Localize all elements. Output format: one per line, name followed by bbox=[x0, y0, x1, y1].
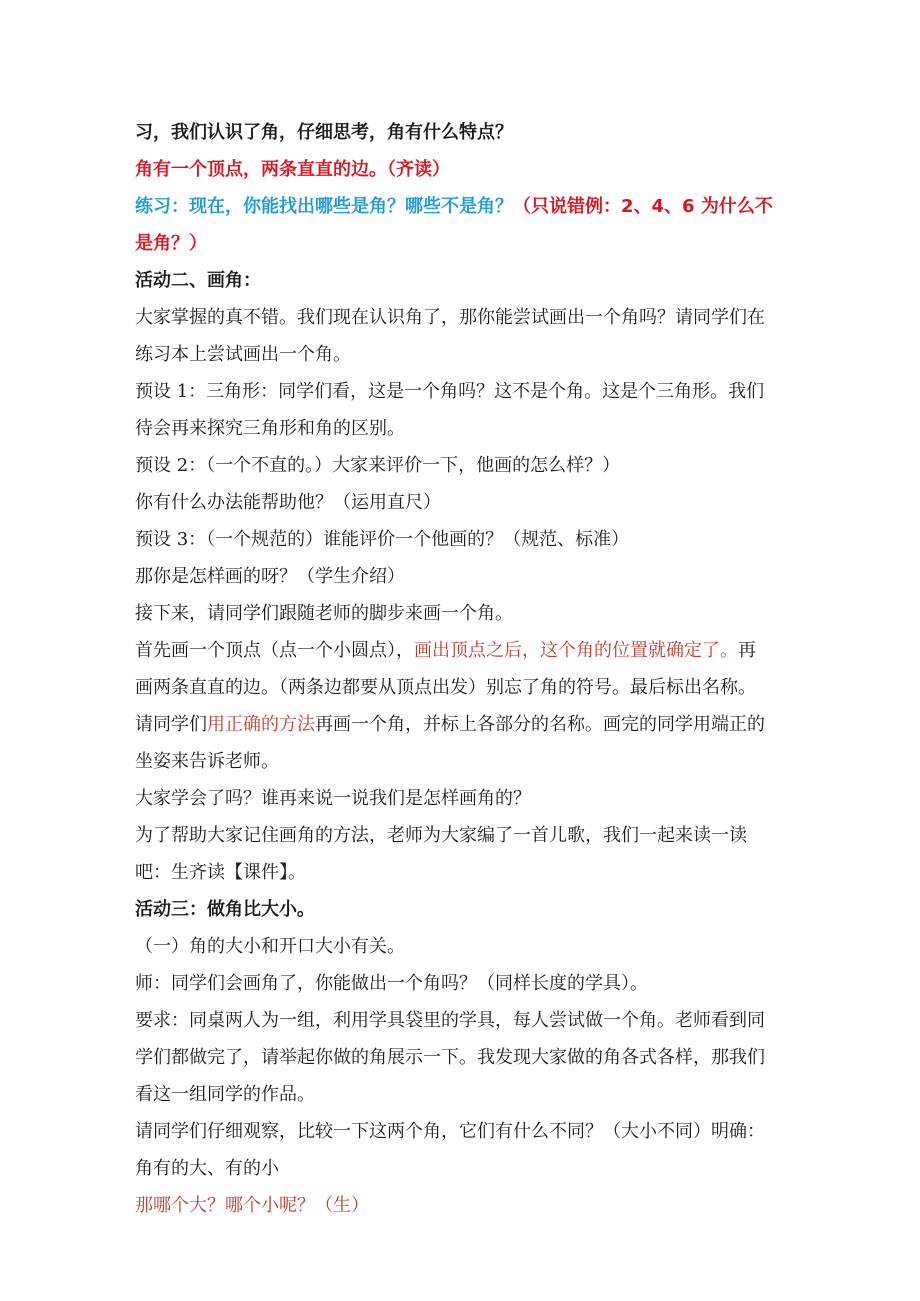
paragraph-line: 请同学们仔细观察，比较一下这两个角，它们有什么不同？（大小不同）明确： bbox=[135, 1121, 765, 1142]
paragraph-line: 接下来，请同学们跟随老师的脚步来画一个角。 bbox=[135, 603, 513, 624]
paragraph-line: 学们都做完了，请举起你做的角展示一下。我发现大家做的角各式各样，那我们 bbox=[135, 1047, 765, 1068]
paragraph-line-mixed bbox=[135, 632, 795, 669]
paragraph-line: 大家掌握的真不错。我们现在认识角了，那你能尝试画出一个角吗？请同学们在 bbox=[135, 307, 765, 328]
text-segment: 请同学们 bbox=[135, 714, 207, 735]
document-body bbox=[135, 114, 795, 1224]
text-segment: 再画一个角，并标上各部分的名称。画完的同学用端正的 bbox=[315, 714, 765, 735]
paragraph-line: 那你是怎样画的呀？（学生介绍） bbox=[135, 566, 405, 587]
paragraph-line: 练习本上尝试画出一个角。 bbox=[135, 344, 351, 365]
text-segment: 首先画一个顶点（点一个小圆点）， bbox=[135, 640, 414, 661]
paragraph-line: 坐姿来告诉老师。 bbox=[135, 751, 279, 772]
subheading-angle-size: （一）角的大小和开口大小有关。 bbox=[135, 936, 405, 957]
paragraph-answer-red: 角有一个顶点，两条直直的边。（齐读） bbox=[135, 159, 450, 180]
paragraph-line: 吧：生齐读【课件】。 bbox=[135, 862, 306, 883]
paragraph-line: 你有什么办法能帮助他？（运用直尺） bbox=[135, 492, 441, 513]
paragraph-line: 预设 3：（一个规范的）谁能评价一个他画的？（规范、标准） bbox=[135, 529, 630, 550]
paragraph-line: 大家学会了吗？谁再来说一说我们是怎样画角的？ bbox=[135, 788, 531, 809]
paragraph-exercise bbox=[135, 188, 795, 225]
paragraph-line: 看这一组同学的作品。 bbox=[135, 1084, 315, 1105]
exercise-note-red: （只说错例：2、4、6 为什么不 bbox=[513, 196, 773, 217]
paragraph-line: 要求：同桌两人为一组，利用学具袋里的学具，每人尝试做一个角。老师看到同 bbox=[135, 1010, 765, 1031]
highlight-red-text: 用正确的方法 bbox=[207, 714, 315, 735]
paragraph-line: 角有的大、有的小 bbox=[135, 1158, 279, 1179]
paragraph-line-mixed bbox=[135, 706, 795, 743]
paragraph-line: 为了帮助大家记住画角的方法，老师为大家编了一首儿歌，我们一起来读一读 bbox=[135, 825, 747, 846]
exercise-note-continued: 是角？） bbox=[135, 233, 207, 254]
text-segment: 再 bbox=[738, 640, 756, 661]
paragraph-line: 预设 1：三角形：同学们看，这是一个角吗？这不是个角。这是个三角形。我们 bbox=[135, 381, 765, 402]
heading-activity-two: 活动二、画角： bbox=[135, 270, 261, 291]
highlight-red-text: 画出顶点之后，这个角的位置就确定了。 bbox=[414, 640, 738, 661]
paragraph-line-red: 那哪个大？哪个小呢？（生） bbox=[135, 1195, 369, 1216]
paragraph-line: 师：同学们会画角了，你能做出一个角吗？（同样长度的学具）。 bbox=[135, 973, 648, 994]
paragraph-line: 预设 2：（一个不直的。）大家来评价一下，他画的怎么样？） bbox=[135, 455, 621, 476]
exercise-text-blue: 练习：现在，你能找出哪些是角？哪些不是角？ bbox=[135, 196, 513, 217]
paragraph-line: 待会再来探究三角形和角的区别。 bbox=[135, 418, 405, 439]
paragraph-line: 画两条直直的边。（两条边都要从顶点出发）别忘了角的符号。最后标出名称。 bbox=[135, 677, 756, 698]
heading-activity-three: 活动三：做角比大小。 bbox=[135, 899, 315, 920]
paragraph-question: 习，我们认识了角，仔细思考，角有什么特点？ bbox=[135, 122, 513, 143]
